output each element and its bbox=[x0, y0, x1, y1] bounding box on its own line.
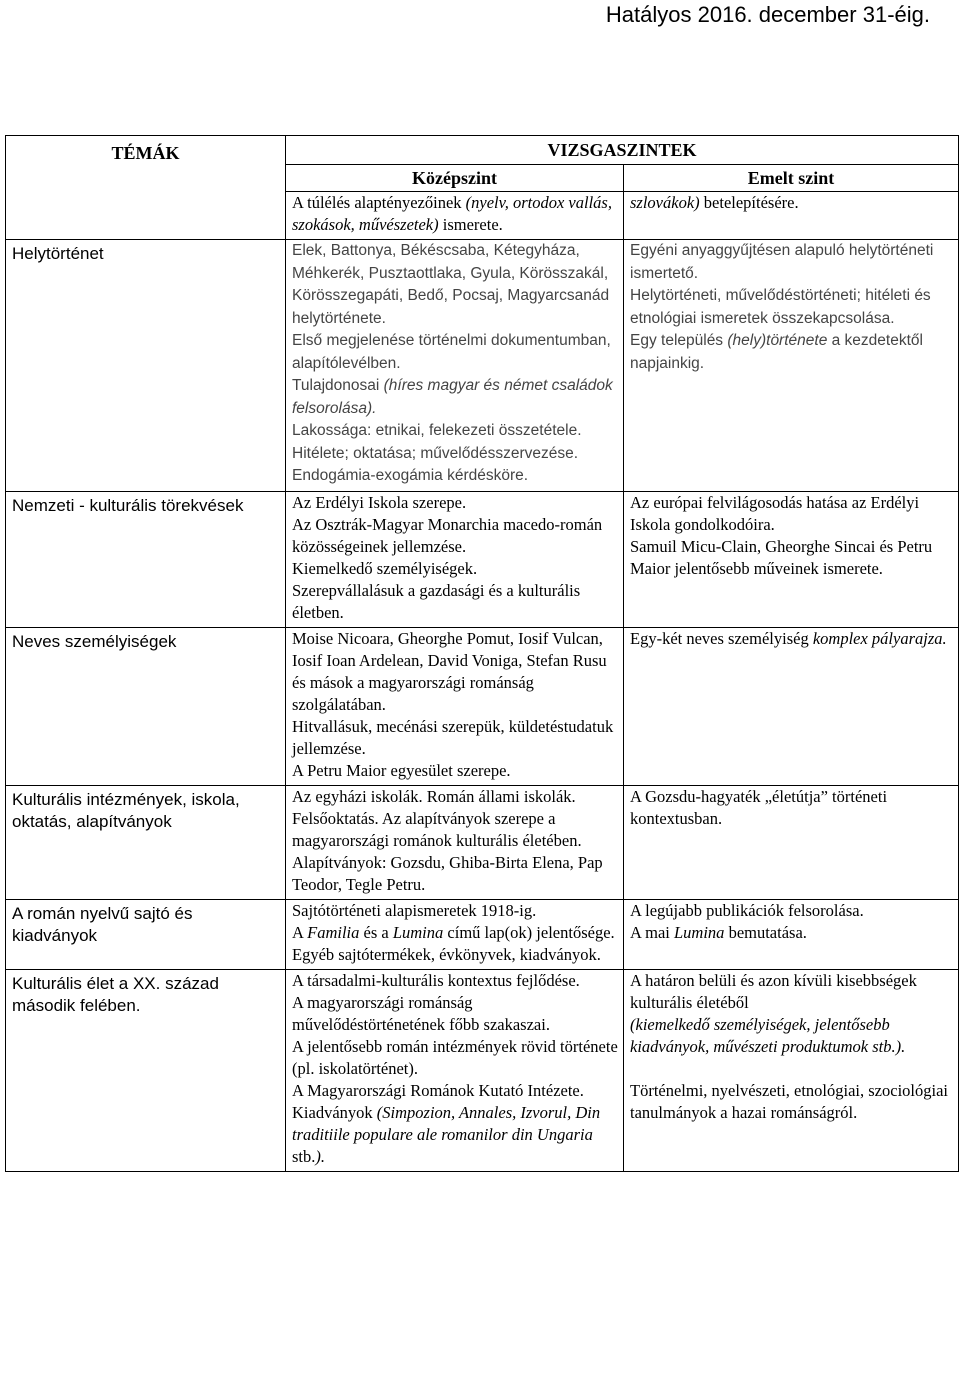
mid-text: című lap(ok) jelentősége. bbox=[443, 922, 615, 942]
mid-item: Az egyházi iskolák. Román állami iskolák. bbox=[292, 786, 576, 806]
adv-item: Helytörténeti, művelődéstörténeti; hitéleti és etnológiai ismeretek összekapcsolása. bbox=[630, 287, 931, 327]
topic-cell: Neves személyiségek bbox=[6, 627, 286, 785]
advanced-level-header: Emelt szint bbox=[624, 165, 959, 192]
table-row bbox=[6, 899, 959, 969]
mid-item: Felsőoktatás. Az alapítványok szerepe a magyarországi románok kulturális életében. bbox=[292, 808, 582, 850]
mid-item bbox=[292, 375, 619, 420]
mid-item: A Petru Maior egyesület szerepe. bbox=[292, 760, 511, 780]
exam-topics-table bbox=[5, 135, 959, 1172]
mid-item: Endogámia-exogámia kérdésköre. bbox=[292, 467, 529, 484]
adv-text: A mai bbox=[630, 922, 674, 942]
adv-item bbox=[630, 922, 954, 944]
adv-item: Egyéni anyaggyűjtésen alapuló helytörténeti ismertető. bbox=[630, 242, 934, 282]
adv-italic: Lumina bbox=[674, 922, 725, 942]
mid-text: Tulajdonosai bbox=[292, 377, 384, 394]
mid-italic: (híres magyar és német családok felsorolása). bbox=[292, 377, 613, 417]
adv-cell bbox=[624, 899, 959, 969]
adv-italic: (kiemelkedő személyiségek, jelentősebb kiadványok, művészeti produktumok stb.). bbox=[630, 1014, 906, 1056]
adv-item bbox=[630, 330, 954, 375]
adv-cell bbox=[624, 969, 959, 1171]
adv-item: Samuil Micu-Clain, Gheorghe Sincai és Petru Maior jelentősebb műveinek ismerete. bbox=[630, 536, 933, 578]
mid-cell bbox=[286, 240, 624, 492]
adv-text: a kezdetektől napjainkig. bbox=[630, 332, 923, 372]
adv-item: Az európai felvilágosodás hatása az Erdélyi Iskola gondolkodóira. bbox=[630, 492, 920, 534]
mid-item: A jelentősebb román intézmények rövid története (pl. iskolatörténet). bbox=[292, 1036, 618, 1078]
mid-item: Alapítványok: Gozsdu, Ghiba-Birta Elena, Pap Teodor, Tegle Petru. bbox=[292, 852, 603, 894]
continued-mid-italic: (nyelv, ortodox vallás, szokások, művészetek) bbox=[292, 193, 612, 234]
adv-italic: komplex pályarajza. bbox=[812, 628, 947, 648]
topic-cell: A román nyelvű sajtó és kiadványok bbox=[6, 899, 286, 969]
adv-item: A határon belüli és azon kívüli kisebbségek kulturális életéből bbox=[630, 970, 917, 1012]
continued-mid-text bbox=[292, 192, 619, 236]
mid-italic: (Simpozion, Annales, Izvorul, Din traditiile populare ale romanilor din Ungaria bbox=[292, 1102, 601, 1144]
adv-cell bbox=[624, 627, 959, 785]
continued-adv-cell bbox=[624, 192, 959, 240]
mid-item: Sajtótörténeti alapismeretek 1918-ig. bbox=[292, 900, 537, 920]
mid-cell bbox=[286, 785, 624, 899]
mid-item: Az Osztrák-Magyar Monarchia macedo-román közösségeinek jellemzése. bbox=[292, 514, 603, 556]
mid-item: Kiemelkedő személyiségek. bbox=[292, 558, 478, 578]
table-row bbox=[6, 785, 959, 899]
continued-mid-1: A túlélés alaptényezőinek bbox=[292, 193, 466, 212]
topic-cell: Kulturális élet a XX. század második felében. bbox=[6, 969, 286, 1171]
mid-text: stb. bbox=[292, 1146, 316, 1166]
topic-cell: Kulturális intézmények, iskola, oktatás, alapítványok bbox=[6, 785, 286, 899]
mid-item: Elek, Battonya, Békéscsaba, Kétegyháza, Méhkerék, Pusztaottlaka, Gyula, Körösszakál, Körösszegapáti, Bedő, Pocsaj, Magyarcsanád helytörténete. bbox=[292, 242, 610, 327]
mid-italic: Familia bbox=[307, 922, 360, 942]
continued-adv-text bbox=[630, 192, 954, 214]
mid-item: Moise Nicoara, Gheorghe Pomut, Iosif Vulcan, Iosif Ioan Ardelean, David Voniga, Stefan Rusu és mások a magyarországi románság szolgálatában. bbox=[292, 628, 607, 714]
adv-italic: (hely)története bbox=[727, 332, 828, 349]
adv-cell bbox=[624, 240, 959, 492]
adv-text: Egy település bbox=[630, 332, 728, 349]
mid-level-header: Középszint bbox=[286, 165, 624, 192]
adv-cell bbox=[624, 785, 959, 899]
mid-item bbox=[292, 922, 619, 944]
mid-italic: ). bbox=[315, 1146, 326, 1166]
continued-adv-italic: szlovákok) bbox=[630, 193, 700, 212]
continued-mid-cell bbox=[286, 192, 624, 240]
validity-header: Hatályos 2016. december 31-éig. bbox=[605, 2, 930, 27]
table-row bbox=[6, 627, 959, 785]
mid-italic: Lumina bbox=[392, 922, 444, 942]
mid-item: Az Erdélyi Iskola szerepe. bbox=[292, 492, 467, 512]
mid-text: és a bbox=[359, 922, 393, 942]
mid-item: Szerepvállalásuk a gazdasági és a kulturális életben. bbox=[292, 580, 581, 622]
themes-header-label: TÉMÁK bbox=[111, 143, 180, 163]
mid-item: Első megjelenése történelmi dokumentumban, alapítólevélben. bbox=[292, 332, 611, 372]
adv-item bbox=[630, 1014, 954, 1058]
exam-levels-header: VIZSGASZINTEK bbox=[286, 136, 959, 165]
adv-item bbox=[630, 628, 954, 650]
mid-cell bbox=[286, 899, 624, 969]
adv-text: bemutatása. bbox=[724, 922, 807, 942]
continued-mid-2: ismerete. bbox=[438, 215, 503, 234]
mid-text: A Magyarországi Románok Kutató Intézete. Kiadványok bbox=[292, 1080, 584, 1122]
adv-text: Egy-két neves személyiség bbox=[630, 628, 813, 648]
mid-item: Egyéb sajtótermékek, évkönyvek, kiadványok. bbox=[292, 944, 601, 964]
table-row bbox=[6, 240, 959, 492]
adv-item: A legújabb publikációk felsorolása. bbox=[630, 900, 864, 920]
mid-item: Hitélete; oktatása; művelődésszervezése. bbox=[292, 444, 579, 462]
topic-cell: Helytörténet bbox=[6, 240, 286, 492]
topic-cell: Nemzeti - kulturális törekvések bbox=[6, 491, 286, 627]
mid-item: A társadalmi-kulturális kontextus fejlődése. bbox=[292, 970, 580, 990]
mid-item: Hitvallásuk, mecénási szerepük, küldetéstudatuk jellemzése. bbox=[292, 716, 614, 758]
mid-text: A bbox=[292, 922, 308, 942]
adv-cell bbox=[624, 491, 959, 627]
mid-cell bbox=[286, 627, 624, 785]
adv-item: A Gozsdu-hagyaték „életútja” történeti kontextusban. bbox=[630, 786, 888, 828]
adv-item: Történelmi, nyelvészeti, etnológiai, szociológiai tanulmányok a hazai románságról. bbox=[630, 1080, 948, 1122]
spacer bbox=[630, 1058, 954, 1080]
mid-item: A magyarországi románság művelődéstörténetének főbb szakaszai. bbox=[292, 992, 550, 1034]
mid-cell bbox=[286, 969, 624, 1171]
themes-header bbox=[6, 136, 286, 240]
mid-cell bbox=[286, 491, 624, 627]
table-row bbox=[6, 491, 959, 627]
mid-item: Lakossága: etnikai, felekezeti összetétele. bbox=[292, 422, 582, 439]
mid-item bbox=[292, 1080, 619, 1168]
continued-adv-2: betelepítésére. bbox=[699, 193, 799, 212]
table-row bbox=[6, 969, 959, 1171]
